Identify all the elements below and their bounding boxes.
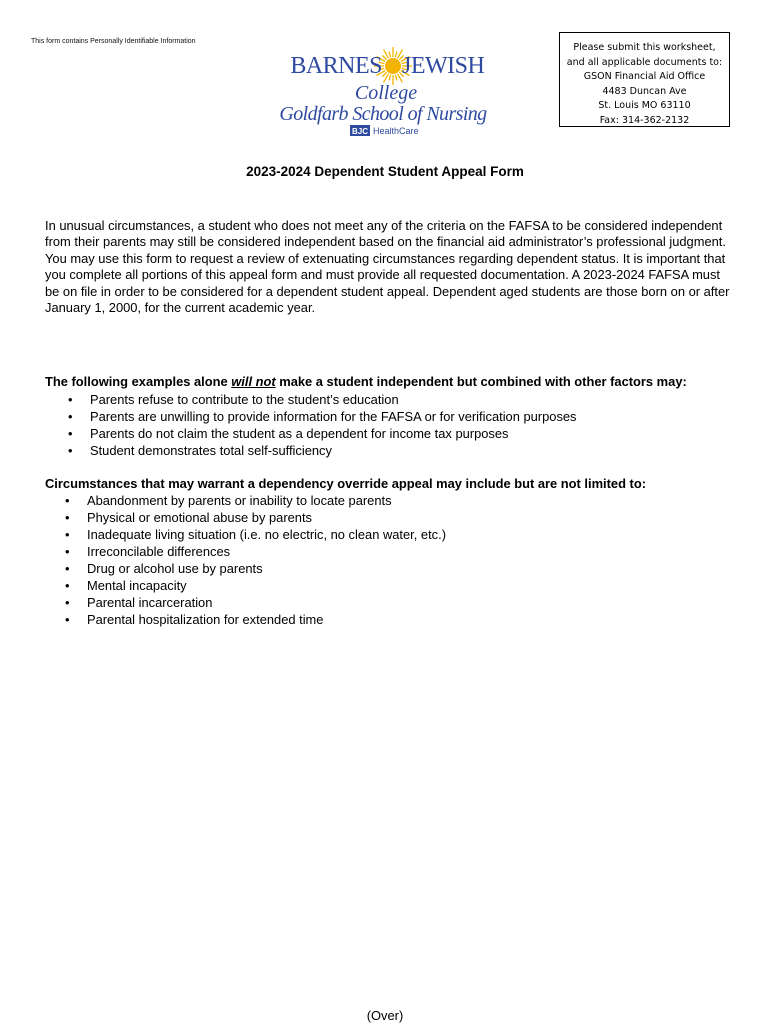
address-line: Fax: 314-362-2132 (599, 114, 690, 126)
address-line: GSON Financial Aid Office (583, 71, 706, 83)
list-item: • Parents do not claim the student as a dependent for income tax purposes (68, 425, 577, 442)
section1-heading-post: make a student independent but combined with other factors may: (275, 374, 687, 389)
list-item: • Student demonstrates total self-sufficiency (68, 442, 577, 459)
list-item: • Mental incapacity (65, 577, 446, 594)
section2-heading: Circumstances that may warrant a dependency override appeal may include but are not limited to: (45, 476, 647, 491)
list-item: • Parental incarceration (65, 594, 446, 611)
list-item: • Drug or alcohol use by parents (65, 560, 446, 577)
list-item: • Irreconcilable differences (65, 543, 446, 560)
address-box (559, 32, 730, 127)
sun-ray (395, 52, 397, 58)
intro-paragraph (45, 218, 735, 316)
section1-heading-emphasis: will not (231, 374, 276, 389)
address-line: 4483 Duncan Ave (602, 85, 687, 97)
sun-ray (382, 72, 386, 76)
healthcare-label: HealthCare (373, 126, 419, 136)
pii-notice: This form contains Personally Identifiable Information (31, 38, 196, 45)
page-footer: (Over) (366, 1008, 404, 1023)
address-line: Please submit this worksheet, (573, 42, 716, 53)
list-item: • Inadequate living situation (i.e. no electric, no clean water, etc.) (65, 526, 446, 543)
address-line: St. Louis MO 63110 (598, 100, 691, 112)
bjc-badge-label: BJC (351, 127, 369, 136)
logo-jewish: JEWISH (402, 53, 485, 79)
list-item: • Abandonment by parents or inability to locate parents (65, 492, 446, 509)
section2-list (65, 492, 446, 628)
list-item: • Parental hospitalization for extended time (65, 611, 446, 628)
section1-heading (45, 374, 755, 390)
list-item: • Parents are unwilling to provide information for the FAFSA or for verification purposes (68, 408, 577, 425)
page-title: 2023-2024 Dependent Student Appeal Form (246, 164, 524, 179)
sun-ray (389, 75, 391, 81)
sun-ray (389, 52, 391, 58)
address-line: and all applicable documents to: (566, 56, 723, 68)
logo-goldfarb: Goldfarb School of Nursing (279, 103, 487, 125)
sun-ray (395, 75, 397, 81)
barnes-jewish-logo (278, 44, 493, 140)
section1-list (68, 391, 577, 459)
list-item: • Parents refuse to contribute to the student’s education (68, 391, 577, 408)
list-item: • Physical or emotional abuse by parents (65, 509, 446, 526)
logo-college: College (354, 82, 418, 104)
sun-ray (382, 55, 386, 59)
intro-text: In unusual circumstances, a student who does not meet any of the criteria on the FAFSA to be considered independent from their parents may still be considered independent based on the financial aid administrator’s professional judgment. You may use this form to request a review of extenuating circumstances regarding dependent status. It is important that you complete all portions of this appeal form and must provide all requested documentation. A 2023-2024 FAFSA must be on file in order to be considered for a dependent student appeal. Dependent aged students are those born on or after January 1, 2000, for the current academic year. (45, 218, 730, 316)
logo-barnes: BARNES (290, 53, 382, 79)
section1-heading-pre: The following examples alone (45, 374, 232, 389)
